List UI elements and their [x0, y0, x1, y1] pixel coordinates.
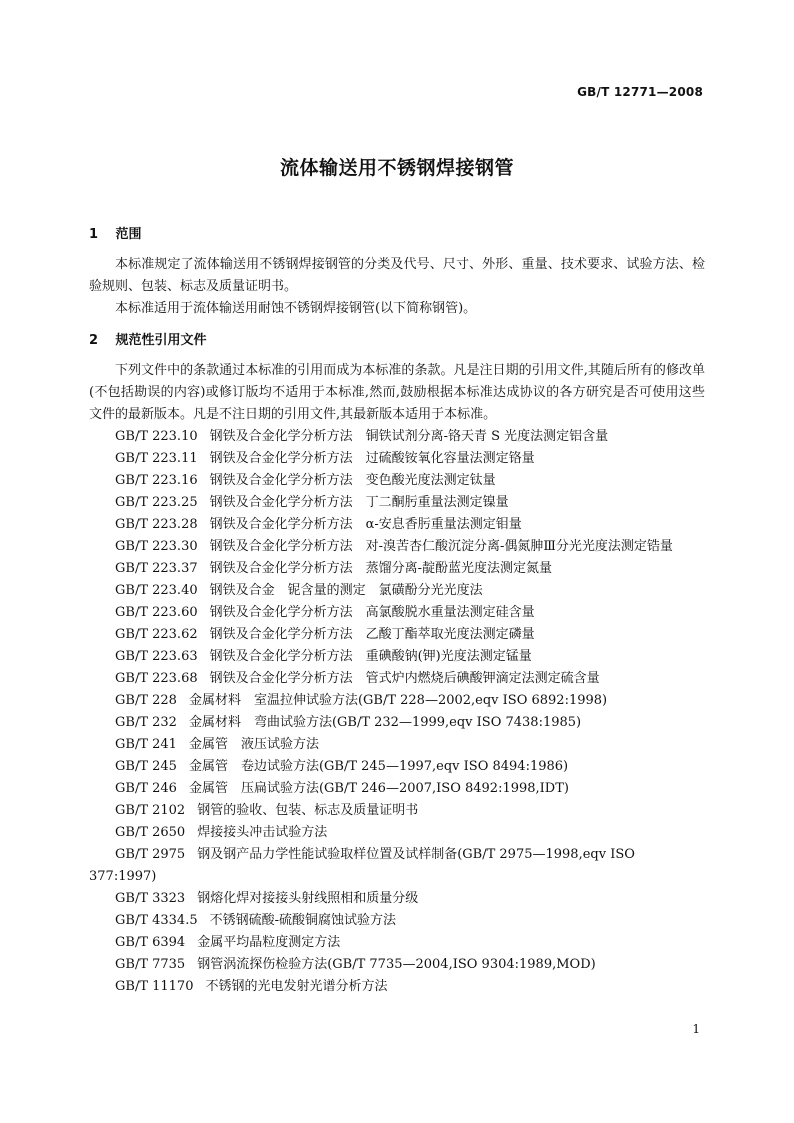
- section-number: 1: [89, 227, 99, 242]
- reference-list: [89, 426, 705, 998]
- reference-code: GB/T 223.11: [115, 451, 198, 466]
- reference-code: GB/T 7735: [115, 957, 186, 972]
- document-title: 流体输送用不锈钢焊接钢管: [279, 157, 514, 179]
- section-number: 2: [89, 333, 99, 348]
- reference-item: [89, 712, 705, 734]
- document-body: [89, 222, 705, 998]
- reference-code: GB/T 4334.5: [115, 913, 198, 928]
- page-number: 1: [692, 1022, 700, 1036]
- reference-title: 钢铁及合金化学分析方法 过硫酸铵氧化容量法测定铬量: [209, 451, 535, 466]
- reference-title: 焊接接头冲击试验方法: [197, 825, 328, 840]
- reference-title: 金属材料 弯曲试验方法(GB/T 232—1999,eqv ISO 7438:1985): [188, 715, 582, 730]
- reference-title: 钢铁及合金化学分析方法 蒸馏分离-靛酚蓝光度法测定氮量: [209, 561, 553, 576]
- reference-title: 不锈钢的光电发射光谱分析方法: [205, 979, 388, 994]
- section-title: 范围: [115, 227, 142, 242]
- reference-item: [89, 558, 705, 580]
- reference-title: 钢铁及合金 铌含量的测定 氯磺酚分光光度法: [209, 583, 483, 598]
- references-intro: 下列文件中的条款通过本标准的引用而成为本标准的条款。凡是注日期的引用文件,其随后所有的修改单(不包括勘误的内容)或修订版均不适用于本标准,然而,鼓励根据本标准达成协议的各方研究是否可使用这些文件的最新版本。凡是不注日期的引用文件,其最新版本适用于本标准。: [89, 363, 705, 422]
- reference-code: GB/T 223.37: [115, 561, 198, 576]
- standard-number: GB/T 12771—2008: [577, 85, 703, 99]
- reference-item: [89, 668, 705, 690]
- reference-title: 钢及钢产品力学性能试验取样位置及试样制备(GB/T 2975—1998,eqv ISO 377:1997): [89, 847, 635, 884]
- reference-item: [89, 426, 705, 448]
- reference-title: 钢管的验收、包装、标志及质量证明书: [197, 803, 419, 818]
- reference-item: [89, 492, 705, 514]
- reference-item: [89, 734, 705, 756]
- reference-item: [89, 756, 705, 778]
- reference-item: [89, 580, 705, 602]
- reference-title: 金属平均晶粒度测定方法: [197, 935, 341, 950]
- section-2-heading: [89, 330, 705, 352]
- reference-item: [89, 844, 705, 888]
- reference-title: 金属管 液压试验方法: [188, 737, 319, 752]
- reference-title: 金属材料 室温拉伸试验方法(GB/T 228—2002,eqv ISO 6892:1998): [188, 693, 608, 708]
- reference-title: 钢铁及合金化学分析方法 管式炉内燃烧后碘酸钾滴定法测定硫含量: [209, 671, 600, 686]
- reference-code: GB/T 223.25: [115, 495, 198, 510]
- reference-item: [89, 800, 705, 822]
- reference-code: GB/T 246: [115, 781, 177, 796]
- reference-code: GB/T 223.40: [115, 583, 198, 598]
- reference-code: GB/T 223.10: [115, 429, 198, 444]
- reference-title: 钢铁及合金化学分析方法 重碘酸钠(钾)光度法测定锰量: [209, 649, 532, 664]
- reference-code: GB/T 223.63: [115, 649, 198, 664]
- reference-item: [89, 514, 705, 536]
- reference-code: GB/T 223.30: [115, 539, 198, 554]
- reference-title: 金属管 压扁试验方法(GB/T 246—2007,ISO 8492:1998,IDT): [188, 781, 569, 796]
- reference-item: [89, 976, 705, 998]
- reference-title: 钢铁及合金化学分析方法 高氯酸脱水重量法测定硅含量: [209, 605, 535, 620]
- reference-item: [89, 932, 705, 954]
- reference-title: 钢熔化焊对接接头射线照相和质量分级: [197, 891, 419, 906]
- reference-code: GB/T 232: [115, 715, 177, 730]
- reference-item: [89, 646, 705, 668]
- reference-title: 钢铁及合金化学分析方法 丁二酮肟重量法测定镍量: [209, 495, 509, 510]
- reference-code: GB/T 6394: [115, 935, 186, 950]
- scope-paragraph-2: 本标准适用于流体输送用耐蚀不锈钢焊接钢管(以下简称钢管)。: [115, 301, 477, 316]
- reference-code: GB/T 241: [115, 737, 177, 752]
- reference-item: [89, 536, 705, 558]
- reference-item: [89, 690, 705, 712]
- reference-item: [89, 954, 705, 976]
- reference-code: GB/T 223.60: [115, 605, 198, 620]
- reference-item: [89, 822, 705, 844]
- reference-item: [89, 624, 705, 646]
- reference-code: GB/T 223.16: [115, 473, 198, 488]
- reference-code: GB/T 11170: [115, 979, 194, 994]
- section-1-heading: [89, 224, 705, 246]
- reference-item: [89, 910, 705, 932]
- reference-title: 不锈钢硫酸-硫酸铜腐蚀试验方法: [209, 913, 397, 928]
- reference-code: GB/T 228: [115, 693, 177, 708]
- reference-item: [89, 888, 705, 910]
- reference-title: 钢管涡流探伤检验方法(GB/T 7735—2004,ISO 9304:1989,MOD): [197, 957, 596, 972]
- reference-code: GB/T 245: [115, 759, 177, 774]
- section-title: 规范性引用文件: [115, 333, 207, 348]
- reference-code: GB/T 2102: [115, 803, 186, 818]
- reference-code: GB/T 3323: [115, 891, 186, 906]
- reference-code: GB/T 223.68: [115, 671, 198, 686]
- reference-code: GB/T 223.62: [115, 627, 198, 642]
- reference-code: GB/T 2975: [115, 847, 186, 862]
- reference-title: 钢铁及合金化学分析方法 对-溴苦杏仁酸沉淀分离-偶氮胂Ⅲ分光光度法测定锆量: [209, 539, 673, 554]
- reference-title: 钢铁及合金化学分析方法 铜铁试剂分离-铬天青 S 光度法测定铝含量: [209, 429, 609, 444]
- reference-title: 钢铁及合金化学分析方法 α-安息香肟重量法测定钼量: [209, 517, 522, 532]
- reference-item: [89, 602, 705, 624]
- reference-item: [89, 778, 705, 800]
- reference-title: 金属管 卷边试验方法(GB/T 245—1997,eqv ISO 8494:1986): [188, 759, 569, 774]
- reference-title: 钢铁及合金化学分析方法 变色酸光度法测定钛量: [209, 473, 496, 488]
- reference-code: GB/T 223.28: [115, 517, 198, 532]
- reference-title: 钢铁及合金化学分析方法 乙酸丁酯萃取光度法测定磷量: [209, 627, 535, 642]
- reference-item: [89, 470, 705, 492]
- scope-paragraph-1: 本标准规定了流体输送用不锈钢焊接钢管的分类及代号、尺寸、外形、重量、技术要求、试验方法、检验规则、包装、标志及质量证明书。: [89, 257, 705, 294]
- reference-code: GB/T 2650: [115, 825, 186, 840]
- reference-item: [89, 448, 705, 470]
